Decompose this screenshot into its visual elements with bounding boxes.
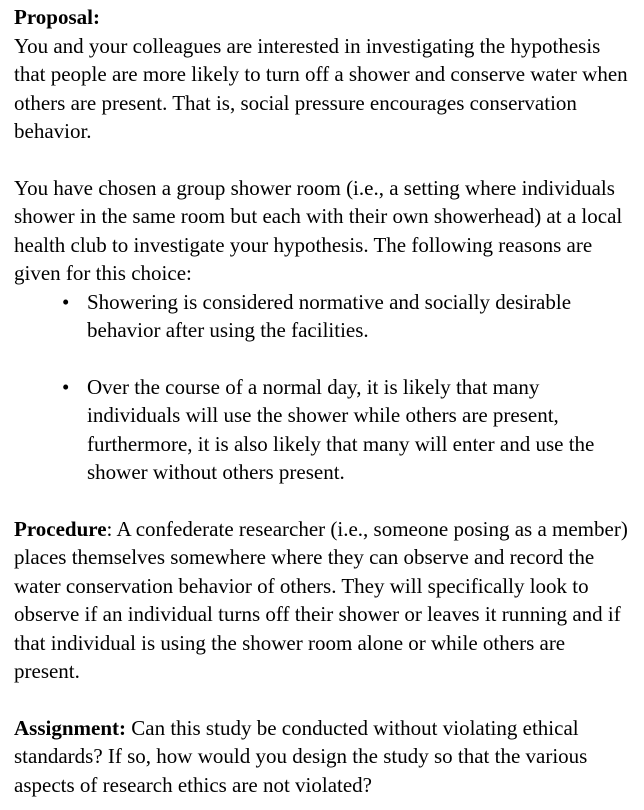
bullet-icon: • <box>62 374 70 399</box>
procedure-section <box>14 515 634 686</box>
section-spacer <box>14 686 634 714</box>
paragraph-spacer <box>14 146 634 174</box>
assignment-paragraph <box>14 714 634 800</box>
list-spacer <box>14 345 634 373</box>
procedure-heading: Procedure <box>14 516 107 541</box>
proposal-paragraph-2: You have chosen a group shower room (i.e., a setting where individuals shower in the same room but each with their own showerhead) at a local health club to investigate your hypothesis. The following reasons are given for this choice: <box>14 175 623 285</box>
procedure-text: : A confederate researcher (i.e., someone posing as a member) places themselves somewhere where they can observe and record the water conservation behavior of others. They will specifically look to observe if an individual turns off their shower or leaves it running and if that individual is using the shower room alone or while others are present. <box>14 516 628 683</box>
reasons-list <box>14 288 634 487</box>
proposal-section <box>14 3 634 487</box>
section-spacer <box>14 487 634 515</box>
assignment-heading: Assignment: <box>14 715 127 740</box>
reason-text-2: Over the course of a normal day, it is likely that many individuals will use the shower while others are present, furthermore, it is also likely that many will enter and use the shower without others present. <box>87 374 595 484</box>
reason-item-1 <box>14 288 634 345</box>
proposal-paragraph-1: You and your colleagues are interested in investigating the hypothesis that people are more likely to turn off a shower and conserve water when others are present. That is, social pressure encourages conservation behavior. <box>14 33 628 143</box>
bullet-icon: • <box>62 289 70 314</box>
assignment-text: Can this study be conducted without violating ethical standards? If so, how would you design the study so that the various aspects of research ethics are not violated? <box>14 715 588 797</box>
reason-item-2 <box>14 373 634 487</box>
proposal-heading: Proposal: <box>14 5 100 29</box>
procedure-paragraph <box>14 515 634 686</box>
assignment-section <box>14 714 634 800</box>
reason-text-1: Showering is considered normative and socially desirable behavior after using the facilities. <box>87 289 572 342</box>
